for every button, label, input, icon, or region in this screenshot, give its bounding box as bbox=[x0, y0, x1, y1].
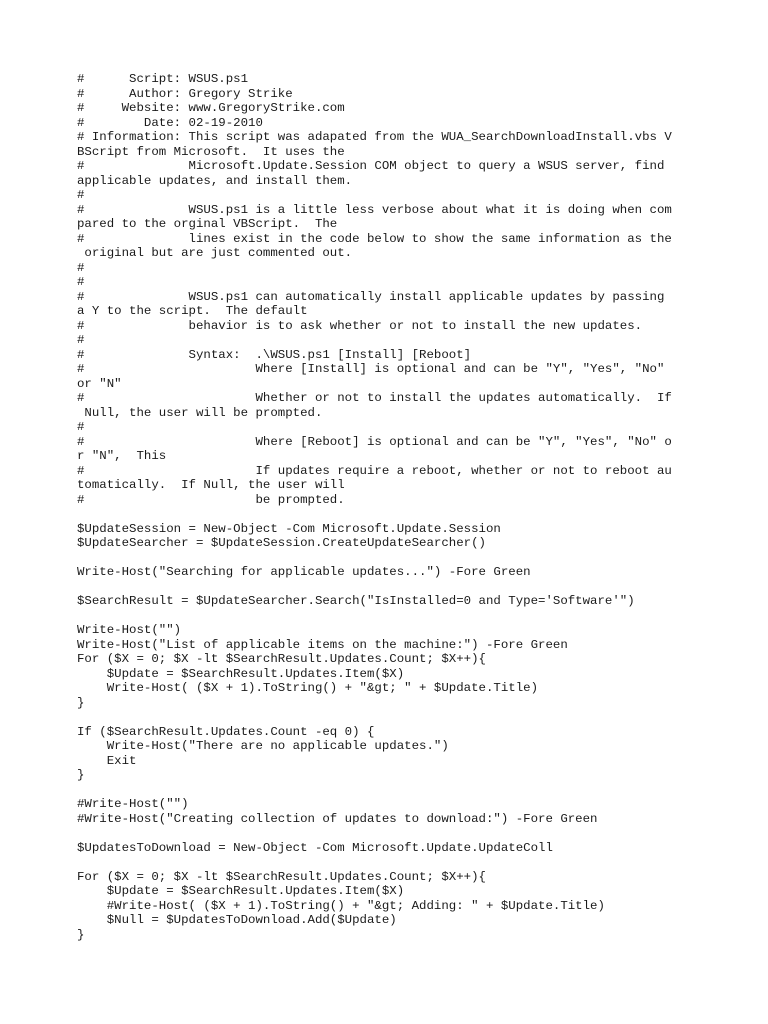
code-line: Write-Host("List of applicable items on the machine:") -Fore Green bbox=[77, 637, 568, 652]
code-line: # Author: Gregory Strike bbox=[77, 86, 293, 101]
code-line: # Where [Install] is optional and can be "Y", "Yes", "No" bbox=[77, 362, 665, 376]
code-line: Null, the user will be prompted. bbox=[77, 405, 323, 420]
script-code-block bbox=[77, 72, 672, 942]
code-line: # lines exist in the code below to show the same information as the bbox=[77, 231, 672, 246]
code-line: # Syntax: .\WSUS.ps1 [Install] [Reboot] bbox=[77, 347, 472, 362]
code-line: # bbox=[77, 333, 85, 347]
code-line: # WSUS.ps1 can automatically install applicable updates by passing bbox=[77, 289, 665, 304]
code-line: } bbox=[77, 768, 85, 782]
code-line bbox=[77, 710, 672, 725]
code-line: # If updates require a reboot, whether or not to reboot au bbox=[77, 463, 672, 478]
code-line: # Website: www.GregoryStrike.com bbox=[77, 101, 345, 115]
code-line: Write-Host("There are no applicable updates.") bbox=[77, 739, 449, 753]
code-line: Write-Host( ($X + 1).ToString() + "&gt; " + $Update.Title) bbox=[77, 681, 539, 695]
code-line: # Where [Reboot] is optional and can be "Y", "Yes", "No" o bbox=[77, 434, 672, 449]
code-line bbox=[77, 826, 672, 841]
code-line: or "N" bbox=[77, 376, 122, 391]
code-line: $Update = $SearchResult.Updates.Item($X) bbox=[77, 884, 405, 898]
code-line: # bbox=[77, 188, 85, 202]
code-line bbox=[77, 783, 672, 798]
code-line: # Whether or not to install the updates automatically. If bbox=[77, 391, 672, 405]
code-line bbox=[77, 580, 672, 595]
code-line: } bbox=[77, 927, 85, 942]
code-line: If ($SearchResult.Updates.Count -eq 0) { bbox=[77, 724, 375, 739]
code-line: a Y to the script. The default bbox=[77, 304, 308, 318]
code-line: Write-Host("Searching for applicable updates...") -Fore Green bbox=[77, 565, 531, 579]
code-line: $UpdateSession = New-Object -Com Microsoft.Update.Session bbox=[77, 521, 501, 536]
code-line: # bbox=[77, 260, 85, 275]
code-line: BScript from Microsoft. It uses the bbox=[77, 144, 345, 159]
code-line: # behavior is to ask whether or not to install the new updates. bbox=[77, 318, 643, 333]
code-line: $Update = $SearchResult.Updates.Item($X) bbox=[77, 666, 405, 681]
code-line: r "N", This bbox=[77, 449, 167, 463]
code-line bbox=[77, 609, 672, 624]
code-line: $UpdatesToDownload = New-Object -Com Microsoft.Update.UpdateColl bbox=[77, 840, 553, 855]
code-line bbox=[77, 551, 672, 566]
code-line: # bbox=[77, 275, 85, 289]
code-line: Write-Host("") bbox=[77, 623, 182, 637]
code-line bbox=[77, 507, 672, 522]
code-line: # Script: WSUS.ps1 bbox=[77, 72, 249, 86]
code-line: #Write-Host("Creating collection of updates to download:") -Fore Green bbox=[77, 811, 598, 826]
code-line: # be prompted. bbox=[77, 492, 345, 507]
code-line: $UpdateSearcher = $UpdateSession.CreateUpdateSearcher() bbox=[77, 536, 486, 550]
code-line: tomatically. If Null, the user will bbox=[77, 478, 345, 492]
code-line: # bbox=[77, 420, 85, 434]
code-line: pared to the orginal VBScript. The bbox=[77, 217, 338, 231]
code-line: Exit bbox=[77, 753, 137, 768]
code-line: #Write-Host("") bbox=[77, 797, 189, 811]
code-line: # Information: This script was adapated from the WUA_SearchDownloadInstall.vbs V bbox=[77, 130, 672, 144]
code-line: #Write-Host( ($X + 1).ToString() + "&gt; Adding: " + $Update.Title) bbox=[77, 898, 605, 913]
code-line: For ($X = 0; $X -lt $SearchResult.Updates.Count; $X++){ bbox=[77, 869, 486, 884]
code-line: For ($X = 0; $X -lt $SearchResult.Updates.Count; $X++){ bbox=[77, 652, 486, 666]
code-line: $Null = $UpdatesToDownload.Add($Update) bbox=[77, 913, 397, 927]
code-line: $SearchResult = $UpdateSearcher.Search("IsInstalled=0 and Type='Software'") bbox=[77, 594, 635, 608]
code-line: # WSUS.ps1 is a little less verbose about what it is doing when com bbox=[77, 202, 672, 217]
code-line: original but are just commented out. bbox=[77, 246, 353, 260]
code-line: # Microsoft.Update.Session COM object to query a WSUS server, find bbox=[77, 159, 665, 173]
code-line bbox=[77, 855, 672, 870]
code-line: applicable updates, and install them. bbox=[77, 173, 353, 188]
code-line: # Date: 02-19-2010 bbox=[77, 115, 263, 130]
code-line: } bbox=[77, 695, 85, 710]
